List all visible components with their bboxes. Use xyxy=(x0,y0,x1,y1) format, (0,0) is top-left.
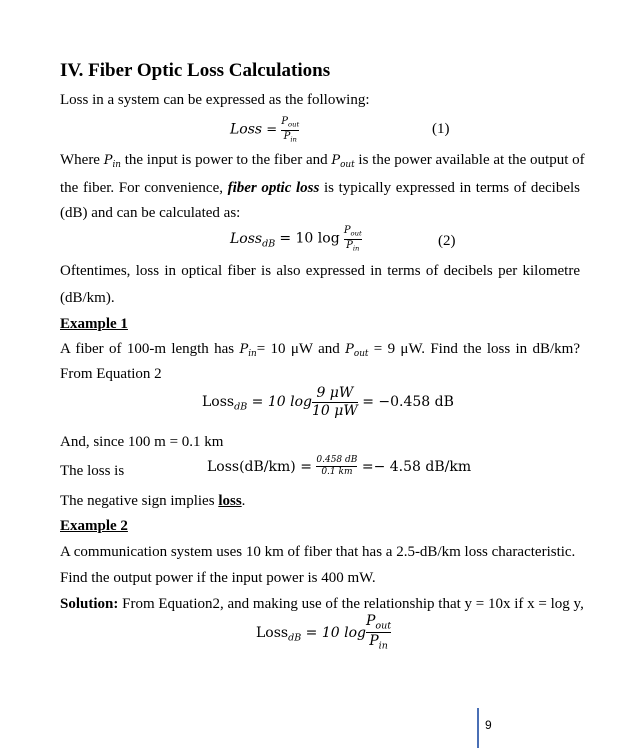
ex2-eq-num: P xyxy=(365,613,376,629)
eq2-label: (2) xyxy=(438,233,456,249)
eq2-den-sub: in xyxy=(352,243,360,252)
ex2-eq-lhs: Loss xyxy=(256,624,289,641)
example1-equation-2 xyxy=(207,456,471,478)
ex1-eq-coef: = 10 log xyxy=(251,394,312,411)
ex1-p-out: P xyxy=(345,342,354,357)
neg-b: . xyxy=(241,493,246,509)
para1-l2-b: is typically expressed in terms of decibels xyxy=(319,180,580,196)
ex1-eq2-lhs: Loss(dB/km) = xyxy=(207,458,312,475)
eq1-num: P xyxy=(281,116,289,127)
ex2-eq-lhs-sub: dB xyxy=(288,632,302,644)
negative-sign-text xyxy=(60,493,245,510)
para1-line1 xyxy=(60,152,585,171)
section-heading: IV. Fiber Optic Loss Calculations xyxy=(60,60,331,81)
ex2-eq-coef: = 10 log xyxy=(305,624,366,641)
para1-l1-b: the input is power to the fiber and xyxy=(120,152,332,168)
page-number: 9 xyxy=(485,718,492,732)
fiber-optic-loss-term: fiber optic loss xyxy=(227,180,320,196)
para2-line1: Oftentimes, loss in optical fiber is also expressed in terms of decibels per kilometre xyxy=(60,263,580,279)
example2-line2: Find the output power if the input power is 400 mW. xyxy=(60,570,376,586)
eq1-label: (1) xyxy=(432,121,450,137)
ex1-l1-a: A fiber of 100-m length has xyxy=(60,341,240,357)
loss-term: loss xyxy=(218,493,242,509)
and-since-text: And, since 100 m = 0.1 km xyxy=(60,434,224,450)
para1-l2-a: the fiber. For convenience, xyxy=(60,180,228,196)
p-in-sub: in xyxy=(112,160,121,171)
p-out: P xyxy=(331,153,341,168)
eq1-den-sub: in xyxy=(290,134,297,143)
equation-1: Loss = $\frac{P_{out}}{P_{in}}$ xyxy=(230,116,300,143)
eq1-lhs: Loss xyxy=(230,121,263,138)
page-number-rule xyxy=(477,708,479,748)
equation-2 xyxy=(230,226,362,252)
eq2-coef: = 10 log xyxy=(279,230,340,247)
eq2-lhs: Loss xyxy=(230,230,263,247)
intro-text: Loss in a system can be expressed as the following: xyxy=(60,92,370,108)
ex1-eq-den: 10 μW xyxy=(311,402,358,419)
solution-label: Solution: xyxy=(60,596,119,612)
para1-l1-c: is the power available at the output of xyxy=(354,152,585,168)
example1-line1 xyxy=(60,341,580,359)
ex2-eq-num-sub: out xyxy=(375,620,392,632)
example2-line1: A communication system uses 10 km of fiber that has a 2.5-dB/km loss characteristic. xyxy=(60,544,576,560)
ex1-eq-result: = −0.458 dB xyxy=(362,394,454,411)
ex1-eq-num: 9 μW xyxy=(316,385,354,401)
eq2-num-sub: out xyxy=(350,229,362,238)
example2-equation xyxy=(256,614,391,652)
loss-is-text: The loss is xyxy=(60,463,125,479)
solution-line xyxy=(60,596,584,613)
eq2-lhs-sub: dB xyxy=(262,237,276,249)
example1-line2: From Equation 2 xyxy=(60,366,162,382)
ex1-l1-c: = 9 μW. Find the loss in dB/km? xyxy=(368,341,581,357)
ex1-p-in-sub: in xyxy=(248,349,257,360)
eq1-num-sub: out xyxy=(288,120,300,129)
example1-equation xyxy=(202,386,454,418)
p-in: P xyxy=(103,153,113,168)
ex2-eq-den: P xyxy=(369,633,379,650)
ex1-eq2-den: 0.1 km xyxy=(321,467,353,478)
eq2-den: P xyxy=(346,239,353,251)
ex1-p-in: P xyxy=(239,342,249,357)
para1-l1-a: Where xyxy=(60,152,104,168)
ex1-p-out-sub: out xyxy=(353,349,369,360)
ex1-l1-b: = 10 μW and xyxy=(256,341,346,357)
ex1-eq-lhs-sub: dB xyxy=(234,401,248,413)
ex2-eq-den-sub: in xyxy=(378,640,388,652)
para1-line3: (dB) and can be calculated as: xyxy=(60,205,241,221)
ex1-eq2-result: =− 4.58 dB/km xyxy=(361,458,472,475)
neg-a: The negative sign implies xyxy=(60,493,219,509)
example1-title: Example 1 xyxy=(60,316,128,332)
para2-line2: (dB/km). xyxy=(60,290,115,306)
example2-title: Example 2 xyxy=(60,518,128,534)
eq2-num: P xyxy=(343,225,351,236)
ex1-eq-lhs: Loss xyxy=(202,394,235,411)
p-out-sub: out xyxy=(340,160,355,171)
para1-line2 xyxy=(60,180,580,197)
eq1-den: P xyxy=(283,130,291,142)
ex1-eq2-num: 0.458 dB xyxy=(316,455,358,465)
solution-text: From Equation2, and making use of the relationship that y = 10x if x = log y, xyxy=(118,596,584,612)
